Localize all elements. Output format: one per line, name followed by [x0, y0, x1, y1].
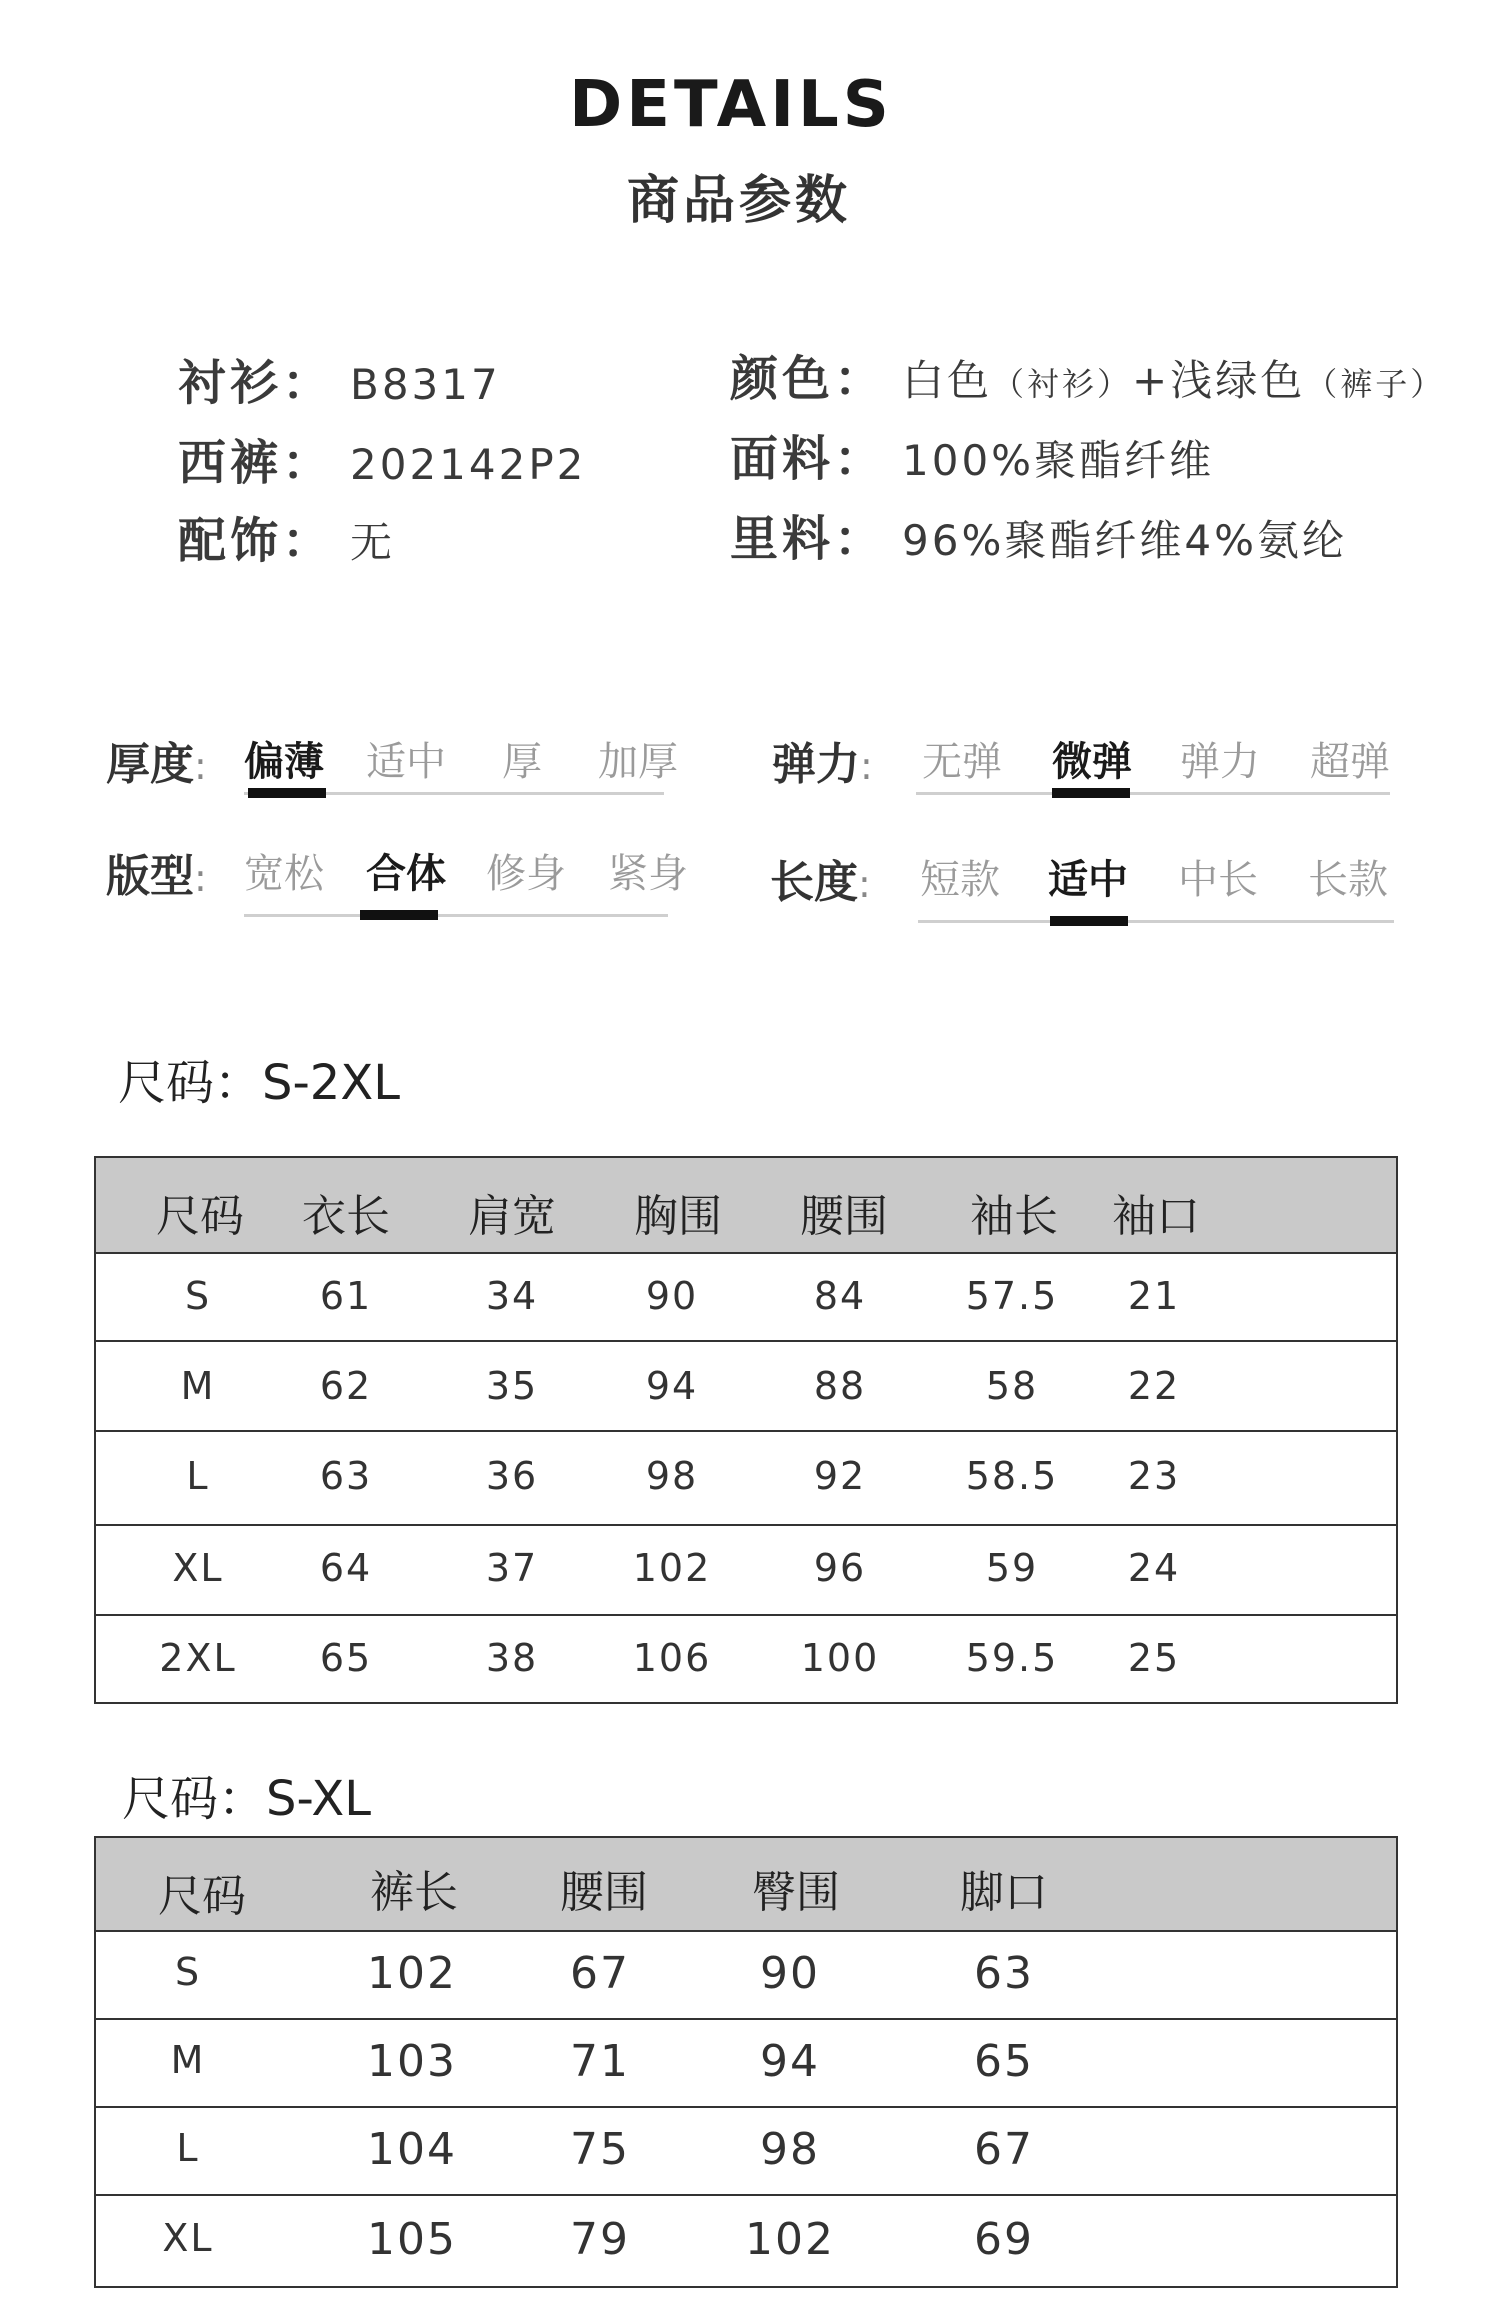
info-fabric: 面料： 100%聚酯纤维 — [730, 431, 1215, 487]
attr-length-option-0[interactable]: 短款 — [920, 857, 1000, 903]
table-cell: 24 — [1127, 1546, 1181, 1590]
column-header: 尺码 — [156, 1191, 244, 1242]
column-header: 脚口 — [960, 1867, 1048, 1918]
attr-elasticity-indicator — [1052, 788, 1130, 798]
attr-length-option-2[interactable]: 中长 — [1178, 857, 1258, 903]
table-cell: 71 — [570, 2036, 630, 2087]
table-cell: 35 — [485, 1364, 539, 1408]
attr-fit-option-0[interactable]: 宽松 — [244, 851, 324, 897]
table-cell: 21 — [1127, 1274, 1181, 1318]
table-cell: 98 — [645, 1454, 699, 1498]
table-row — [96, 1252, 1396, 1342]
pants-size-heading: 尺码：S-XL — [122, 1771, 372, 1827]
shirt-size-table — [94, 1156, 1398, 1704]
table-cell: 94 — [760, 2036, 820, 2087]
table-cell: 63 — [319, 1454, 373, 1498]
pants-size-table — [94, 1836, 1398, 2288]
table-row — [96, 1524, 1396, 1616]
table-cell: 94 — [645, 1364, 699, 1408]
attr-length-track — [918, 920, 1394, 923]
table-cell: 65 — [974, 2036, 1034, 2087]
attr-elasticity-option-3[interactable]: 超弹 — [1310, 739, 1390, 785]
attr-length-option-1[interactable]: 适中 — [1048, 857, 1128, 903]
column-header: 袖口 — [1112, 1191, 1200, 1242]
info-lining: 里料： 96%聚酯纤维4%氨纶 — [730, 511, 1347, 567]
shirt-size-heading: 尺码：S-2XL — [118, 1055, 400, 1111]
table-cell: 90 — [645, 1274, 699, 1318]
table-cell: 100 — [800, 1636, 880, 1680]
table-cell: 34 — [485, 1274, 539, 1318]
attr-elasticity-option-1[interactable]: 微弹 — [1052, 739, 1132, 785]
table-cell: 63 — [974, 1948, 1034, 1999]
table-cell: 104 — [367, 2124, 457, 2175]
table-cell: 88 — [813, 1364, 867, 1408]
table-cell: 2XL — [159, 1636, 237, 1680]
table-cell: M — [180, 1364, 216, 1408]
table-row — [96, 2106, 1396, 2196]
attr-thickness-option-0[interactable]: 偏薄 — [244, 739, 324, 785]
table-row — [96, 1430, 1396, 1526]
table-cell: 59.5 — [965, 1636, 1059, 1680]
table-cell: 84 — [813, 1274, 867, 1318]
column-header: 肩宽 — [468, 1191, 556, 1242]
table-cell: 75 — [570, 2124, 630, 2175]
column-header: 腰围 — [800, 1191, 888, 1242]
attr-length-indicator — [1050, 916, 1128, 926]
table-header — [96, 1838, 1396, 1932]
column-header: 臀围 — [752, 1867, 840, 1918]
table-row — [96, 2194, 1396, 2286]
table-cell: 23 — [1127, 1454, 1181, 1498]
attr-fit-indicator — [360, 910, 438, 920]
table-cell: 65 — [319, 1636, 373, 1680]
attr-fit-track — [244, 914, 668, 917]
table-cell: 57.5 — [965, 1274, 1059, 1318]
table-cell: S — [174, 1950, 202, 1994]
table-cell: 90 — [760, 1948, 820, 1999]
column-header: 衣长 — [302, 1191, 390, 1242]
attr-thickness-option-3[interactable]: 加厚 — [598, 739, 678, 785]
table-cell: M — [170, 2038, 206, 2082]
table-cell: 102 — [632, 1546, 712, 1590]
table-cell: 38 — [485, 1636, 539, 1680]
attr-fit-option-1[interactable]: 合体 — [366, 851, 446, 897]
attr-fit-option-3[interactable]: 紧身 — [608, 851, 688, 897]
table-cell: 61 — [319, 1274, 373, 1318]
table-cell: 102 — [367, 1948, 457, 1999]
attr-elasticity-label: 弹力: — [772, 739, 873, 790]
table-cell: 25 — [1127, 1636, 1181, 1680]
table-cell: 58 — [985, 1364, 1039, 1408]
attr-thickness-label: 厚度: — [106, 739, 207, 790]
table-cell: 36 — [485, 1454, 539, 1498]
table-row — [96, 1614, 1396, 1702]
info-color: 颜色： 白色（衬衫）+浅绿色（裤子） — [730, 351, 1446, 407]
table-cell: 105 — [367, 2214, 457, 2265]
column-header: 胸围 — [634, 1191, 722, 1242]
page-title-cn: 商品参数 — [626, 171, 851, 231]
attr-thickness-indicator — [248, 788, 326, 798]
attr-fit-label: 版型: — [106, 851, 207, 902]
column-header: 尺码 — [158, 1871, 246, 1922]
column-header: 袖长 — [970, 1191, 1058, 1242]
table-cell: 69 — [974, 2214, 1034, 2265]
table-cell: 106 — [632, 1636, 712, 1680]
table-cell: 79 — [570, 2214, 630, 2265]
table-row — [96, 2018, 1396, 2108]
table-cell: 62 — [319, 1364, 373, 1408]
attr-thickness-option-2[interactable]: 厚 — [502, 739, 542, 785]
info-shirt-code: 衬衫： B8317 — [178, 355, 501, 411]
attr-length-label: 长度: — [770, 857, 871, 908]
table-header — [96, 1158, 1396, 1254]
table-cell: S — [184, 1274, 212, 1318]
table-cell: 59 — [985, 1546, 1039, 1590]
attr-elasticity-option-2[interactable]: 弹力 — [1180, 739, 1260, 785]
column-header: 腰围 — [560, 1867, 648, 1918]
table-cell: 37 — [485, 1546, 539, 1590]
table-cell: L — [186, 1454, 210, 1498]
info-accessory: 配饰： 无 — [178, 513, 396, 569]
table-cell: 98 — [760, 2124, 820, 2175]
table-row — [96, 1340, 1396, 1432]
table-cell: 64 — [319, 1546, 373, 1590]
table-cell: 58.5 — [965, 1454, 1059, 1498]
table-cell: 22 — [1127, 1364, 1181, 1408]
info-pants-code: 西裤： 202142P2 — [178, 435, 587, 491]
table-cell: 67 — [974, 2124, 1034, 2175]
table-cell: 102 — [745, 2214, 835, 2265]
attr-length-option-3[interactable]: 长款 — [1308, 857, 1388, 903]
table-cell: 103 — [367, 2036, 457, 2087]
table-cell: 96 — [813, 1546, 867, 1590]
column-header: 裤长 — [370, 1867, 458, 1918]
table-cell: 92 — [813, 1454, 867, 1498]
attr-elasticity-track — [916, 792, 1390, 795]
page-title-en: DETAILS — [569, 68, 893, 142]
table-row — [96, 1930, 1396, 2020]
table-cell: L — [176, 2126, 200, 2170]
attr-fit-option-2[interactable]: 修身 — [486, 851, 566, 897]
table-cell: XL — [162, 2216, 214, 2260]
attr-elasticity-option-0[interactable]: 无弹 — [922, 739, 1002, 785]
table-cell: 67 — [570, 1948, 630, 1999]
table-cell: XL — [172, 1546, 224, 1590]
attr-thickness-option-1[interactable]: 适中 — [366, 739, 446, 785]
